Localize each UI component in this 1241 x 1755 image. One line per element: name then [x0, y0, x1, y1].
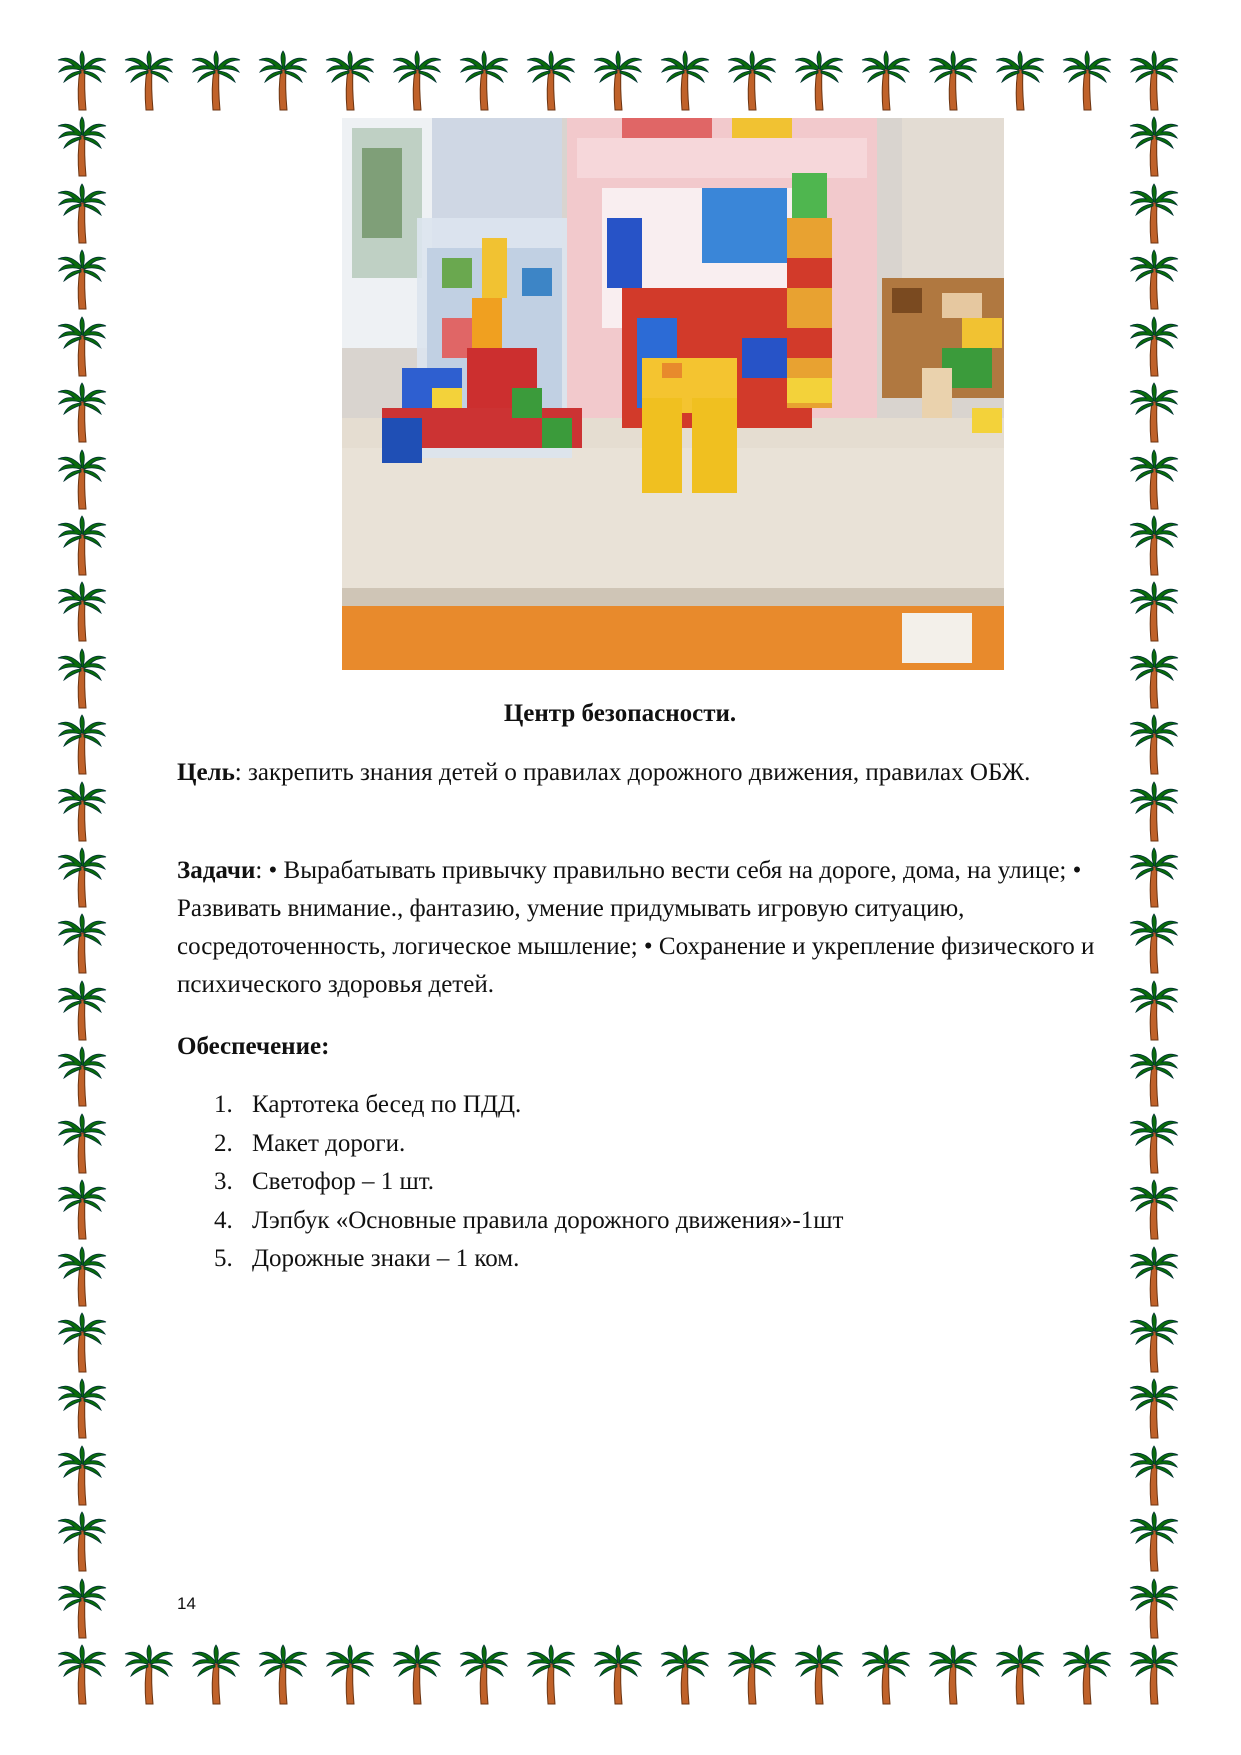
tasks-text: : • Вырабатывать привычку правильно вести себя на дороге, дома, на улице; • Развивать внимание., фантазию, умение придумывать игровую ситуацию, сосредоточенность, логическое мышление; • Сохранение и укрепление физического и психического здоровья детей.: [177, 857, 1095, 998]
list-item-number: 2.: [214, 1129, 233, 1157]
palm-tree-icon: [994, 1644, 1046, 1706]
palm-tree-icon: [726, 50, 778, 112]
list-item-text: Светофор – 1 шт.: [252, 1168, 435, 1195]
palm-tree-icon: [190, 1644, 242, 1706]
palm-tree-icon: [56, 648, 108, 710]
palm-tree-icon: [592, 50, 644, 112]
palm-tree-icon: [1128, 1378, 1180, 1440]
list-item-text: Лэпбук «Основные правила дорожного движения»-1шт: [252, 1206, 844, 1234]
palm-tree-icon: [1128, 1511, 1180, 1573]
palm-tree-icon: [860, 1644, 912, 1706]
palm-tree-icon: [324, 1644, 376, 1706]
list-item-number: 1.: [214, 1091, 233, 1118]
palm-tree-icon: [1128, 382, 1180, 444]
palm-tree-icon: [1128, 1445, 1180, 1507]
supply-heading: Обеспечение:: [177, 1033, 330, 1060]
palm-tree-icon: [257, 50, 309, 112]
palm-tree-icon: [659, 1644, 711, 1706]
palm-tree-icon: [56, 50, 108, 112]
list-item-text: Макет дороги.: [252, 1129, 406, 1157]
palm-tree-icon: [56, 1578, 108, 1640]
palm-tree-icon: [927, 1644, 979, 1706]
palm-tree-icon: [1128, 1644, 1180, 1706]
list-item-text: Дорожные знаки – 1 ком.: [252, 1245, 520, 1272]
palm-tree-icon: [56, 847, 108, 909]
palm-tree-icon: [56, 1644, 108, 1706]
page-number: 14: [177, 1594, 196, 1613]
palm-tree-icon: [1128, 1312, 1180, 1374]
palm-tree-icon: [1128, 249, 1180, 311]
palm-tree-icon: [190, 50, 242, 112]
supply-list: [214, 1086, 843, 1279]
palm-tree-icon: [860, 50, 912, 112]
palm-tree-icon: [56, 1511, 108, 1573]
palm-tree-icon: [56, 913, 108, 975]
palm-tree-icon: [56, 1378, 108, 1440]
palm-tree-icon: [56, 581, 108, 643]
palm-tree-icon: [1128, 116, 1180, 178]
palm-tree-icon: [1128, 50, 1180, 112]
tasks-label: Задачи: [177, 857, 256, 884]
palm-tree-icon: [56, 714, 108, 776]
palm-tree-icon: [56, 515, 108, 577]
list-item-number: 3.: [214, 1168, 233, 1195]
palm-tree-icon: [1128, 1179, 1180, 1241]
palm-tree-icon: [1128, 1113, 1180, 1175]
list-item: [214, 1086, 843, 1125]
palm-tree-icon: [525, 1644, 577, 1706]
list-item-number: 5.: [214, 1245, 233, 1272]
palm-tree-icon: [56, 449, 108, 511]
tasks-paragraph: [177, 852, 1137, 1004]
goal-label: Цель: [177, 759, 235, 786]
palm-tree-icon: [56, 382, 108, 444]
palm-tree-icon: [56, 183, 108, 245]
palm-tree-icon: [1128, 1246, 1180, 1308]
palm-tree-icon: [56, 1312, 108, 1374]
palm-tree-icon: [1128, 515, 1180, 577]
palm-tree-icon: [1128, 183, 1180, 245]
list-item: [214, 1240, 843, 1279]
palm-tree-icon: [56, 316, 108, 378]
palm-tree-icon: [123, 50, 175, 112]
palm-tree-icon: [1061, 1644, 1113, 1706]
list-item: [214, 1163, 843, 1202]
palm-tree-icon: [257, 1644, 309, 1706]
list-item: [214, 1125, 843, 1164]
palm-tree-icon: [56, 116, 108, 178]
palm-tree-icon: [1128, 316, 1180, 378]
palm-tree-icon: [56, 1246, 108, 1308]
palm-tree-icon: [391, 1644, 443, 1706]
palm-tree-icon: [1061, 50, 1113, 112]
palm-tree-icon: [659, 50, 711, 112]
list-item-text: Картотека бесед по ПДД.: [252, 1091, 522, 1118]
list-item-number: 4.: [214, 1206, 233, 1234]
palm-tree-icon: [525, 50, 577, 112]
palm-tree-icon: [793, 50, 845, 112]
palm-tree-icon: [324, 50, 376, 112]
palm-tree-icon: [123, 1644, 175, 1706]
palm-tree-icon: [1128, 1578, 1180, 1640]
palm-tree-icon: [1128, 648, 1180, 710]
palm-tree-icon: [1128, 449, 1180, 511]
goal-paragraph: [177, 754, 1137, 792]
palm-tree-icon: [458, 1644, 510, 1706]
palm-tree-icon: [56, 980, 108, 1042]
palm-tree-icon: [56, 1046, 108, 1108]
palm-tree-icon: [793, 1644, 845, 1706]
toy-blocks-photo: [342, 118, 1004, 670]
goal-text: : закрепить знания детей о правилах дорожного движения, правилах ОБЖ.: [234, 759, 1031, 786]
palm-tree-icon: [56, 781, 108, 843]
list-item: [214, 1202, 843, 1241]
palm-tree-icon: [726, 1644, 778, 1706]
palm-tree-icon: [56, 1113, 108, 1175]
palm-tree-icon: [56, 249, 108, 311]
palm-tree-icon: [994, 50, 1046, 112]
palm-tree-icon: [1128, 581, 1180, 643]
palm-tree-icon: [391, 50, 443, 112]
section-title: Центр безопасности.: [503, 700, 737, 727]
palm-tree-icon: [592, 1644, 644, 1706]
palm-tree-icon: [56, 1179, 108, 1241]
palm-tree-icon: [927, 50, 979, 112]
palm-tree-icon: [56, 1445, 108, 1507]
palm-tree-icon: [458, 50, 510, 112]
